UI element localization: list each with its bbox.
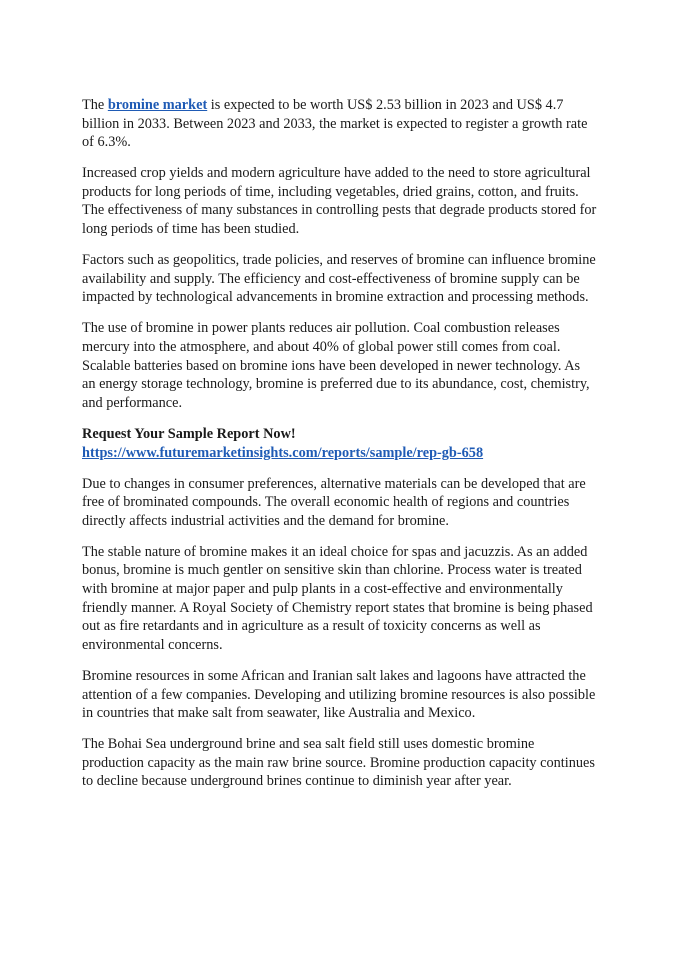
paragraph-bohai-sea: The Bohai Sea underground brine and sea salt field still uses domestic bromine production capacity as the main raw brine source. Bromine production capacity continues to decline because underground brines continue to diminish year after year. <box>82 736 595 790</box>
intro-text-before: The <box>82 97 108 113</box>
paragraph-salt-lakes: Bromine resources in some African and Iranian salt lakes and lagoons have attracted the attention of a few companies. Developing and utilizing bromine resources is also possible in countries that make salt from seawater, like Australia and Mexico. <box>82 667 596 722</box>
cta-title: Request Your Sample Report Now! <box>82 425 296 442</box>
intro-text-after: is expected to be worth US$ 2.53 billion in 2023 and US$ 4.7 billion in 2033. Between 2023 and 2033, the market is expected to register a growth rate of 6.3%. <box>82 97 588 151</box>
paragraph-crop-yields: Increased crop yields and modern agriculture have added to the need to store agricultural products for long periods of time, including vegetables, dried grains, cotton, and fruits. The effectiveness of many substances in controlling pests that degrade products stored for long periods of time has been studied. <box>82 165 597 238</box>
paragraph-power-plants: The use of bromine in power plants reduces air pollution. Coal combustion releases mercury into the atmosphere, and about 40% of global power still comes from coal. Scalable batteries based on bromine ions have been developed in newer technology. As an energy storage technology, bromine is preferred due to its abundance, cost, chemistry, and performance. <box>82 320 590 411</box>
sample-report-link[interactable]: https://www.futuremarketinsights.com/reports/sample/rep-gb-658 <box>82 444 484 461</box>
document-body <box>82 96 597 804</box>
sample-report-cta <box>82 425 597 462</box>
paragraph-spas-jacuzzis: The stable nature of bromine makes it an ideal choice for spas and jacuzzis. As an added bonus, bromine is much gentler on sensitive skin than chlorine. Process water is treated with bromine at major paper and pulp plants in a cost-effective and environmentally friendly manner. A Royal Society of Chemistry report states that bromine is being phased out as fire retardants and in agriculture as a result of toxicity concerns as well as environmental concerns. <box>82 543 593 653</box>
bromine-market-link[interactable]: bromine market <box>107 97 208 113</box>
paragraph-consumer-preferences: Due to changes in consumer preferences, alternative materials can be developed that are free of brominated compounds. The overall economic health of regions and countries directly affects industrial activities and the demand for bromine. <box>82 475 586 529</box>
paragraph-geopolitics: Factors such as geopolitics, trade policies, and reserves of bromine can influence bromine availability and supply. The efficiency and cost-effectiveness of bromine supply can be impacted by technological advancements in bromine extraction and processing methods. <box>82 252 596 306</box>
intro-paragraph <box>82 96 597 152</box>
